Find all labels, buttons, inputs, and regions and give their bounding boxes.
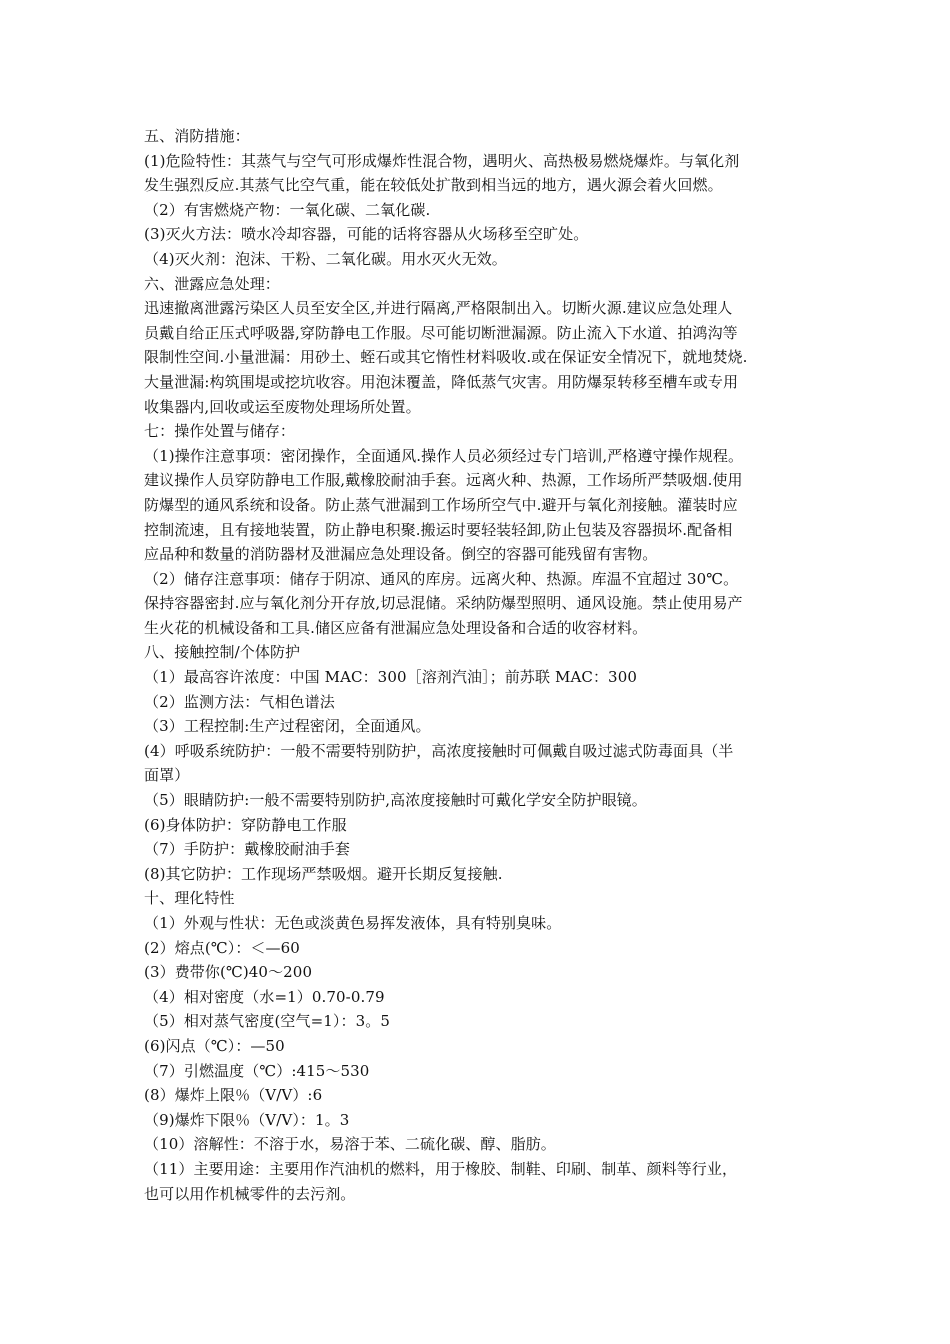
text-line: (6)闪点（℃）：—50 [144,1036,285,1055]
text-line: (8）爆炸上限％（V/V）:6 [144,1086,323,1105]
text-line: 收集器内,回收或运至废物处理场所处置。 [144,397,421,416]
text-line: （5）眼睛防护:一般不需要特别防护,高浓度接触时可戴化学安全防护眼镜。 [144,791,647,810]
text-line: 六、泄露应急处理： [144,274,280,293]
text-line: （9)爆炸下限％（V/V）：1。3 [144,1110,350,1129]
text-line: 生火花的机械设备和工具.储区应备有泄漏应急处理设备和合适的收容材料。 [144,618,648,637]
text-line: （1）最高容许浓度：中国 MAC：300［溶剂汽油］；前苏联 MAC：300 [144,668,637,687]
text-line: 五、消防措施： [144,127,250,145]
text-line: 八、接触控制/个体防护 [144,643,301,662]
text-line: （4)灭火剂：泡沫、干粉、二氧化碳。用水灭火无效。 [144,249,507,268]
text-line: 保持容器密封.应与氧化剂分开存放,切忌混储。采纳防爆型照明、通风设施。禁止使用易产 [144,594,743,613]
text-line: (4）呼吸系统防护：一般不需要特别防护，高浓度接触时可佩戴自吸过滤式防毒面具（半 [144,741,734,760]
text-line: （2）有害燃烧产物：一氧化碳、二氧化碳. [144,200,431,219]
text-line: 迅速撤离泄露污染区人员至安全区,并进行隔离,严格限制出入。切断火源.建议应急处理人 [144,299,733,318]
text-line: (3)灭火方法：喷水冷却容器，可能的话将容器从火场移至空旷处。 [144,225,589,244]
text-line: （2）监测方法：气相色谱法 [144,692,335,711]
text-line: 十、理化特性 [144,889,235,908]
text-line: （7）手防护：戴橡胶耐油手套 [144,840,350,859]
text-line: （7）引燃温度（℃）:415～530 [144,1061,370,1080]
text-line: （2）储存注意事项：储存于阴凉、通风的库房。远离火种、热源。库温不宜超过 30℃。 [144,569,739,588]
text-line: （3）工程控制:生产过程密闭，全面通风。 [144,717,431,736]
text-line: (6)身体防护：穿防静电工作服 [144,815,347,834]
text-line: 也可以用作机械零件的去污剂。 [144,1184,356,1203]
text-line: 员戴自给正压式呼吸器,穿防静电工作服。尽可能切断泄漏源。防止流入下水道、拍鸿沟等 [144,323,738,342]
text-line: (2）熔点(℃）：＜—60 [144,938,300,957]
text-line: （10）溶解性：不溶于水，易溶于苯、二硫化碳、醇、脂肪。 [144,1135,556,1154]
text-line: 建议操作人员穿防静电工作服,戴橡胶耐油手套。远离火种、热源，工作场所严禁吸烟.使用 [144,471,743,490]
text-line: 应品种和数量的消防器材及泄漏应急处理设备。倒空的容器可能残留有害物。 [144,545,658,564]
document-body [144,124,812,1206]
text-line: （4）相对密度（水=1）0.70-0.79 [144,987,385,1006]
text-line: 发生强烈反应.其蒸气比空气重，能在较低处扩散到相当远的地方，遇火源会着火回燃。 [144,176,723,195]
text-line: （1)操作注意事项：密闭操作，全面通风.操作人员必须经过专门培训,严格遵守操作规程。 [144,446,744,465]
text-line: 限制性空间.小量泄漏：用砂土、蛭石或其它惰性材料吸收.或在保证安全情况下，就地焚烧. [144,348,748,367]
text-line: (1)危险特性：其蒸气与空气可形成爆炸性混合物，遇明火、高热极易燃烧爆炸。与氧化剂 [144,151,740,170]
text-line: （5）相对蒸气密度(空气=1）：3。5 [144,1012,390,1031]
text-line: （1）外观与性状：无色或淡黄色易挥发液体，具有特别臭味。 [144,914,562,932]
text-line: 防爆型的通风系统和设备。防止蒸气泄漏到工作场所空气中.避开与氧化剂接触。灌装时应 [144,495,738,514]
text-line: （11）主要用途：主要用作汽油机的燃料，用于橡胶、制鞋、印刷、制革、颜料等行业， [144,1159,738,1178]
text-line: 控制流速，且有接地装置，防止静电积聚.搬运时要轻装轻卸,防止包装及容器损坏.配备相 [144,520,733,539]
text-line: (3）费带你(℃)40～200 [144,963,313,982]
text-line: 面罩） [144,766,190,785]
text-line: (8)其它防护：工作现场严禁吸烟。避开长期反复接触. [144,864,503,883]
text-line: 七：操作处置与储存： [144,422,296,441]
text-line: 大量泄漏:构筑围堤或挖坑收容。用泡沫覆盖，降低蒸气灾害。用防爆泵转移至槽车或专用 [144,372,739,391]
